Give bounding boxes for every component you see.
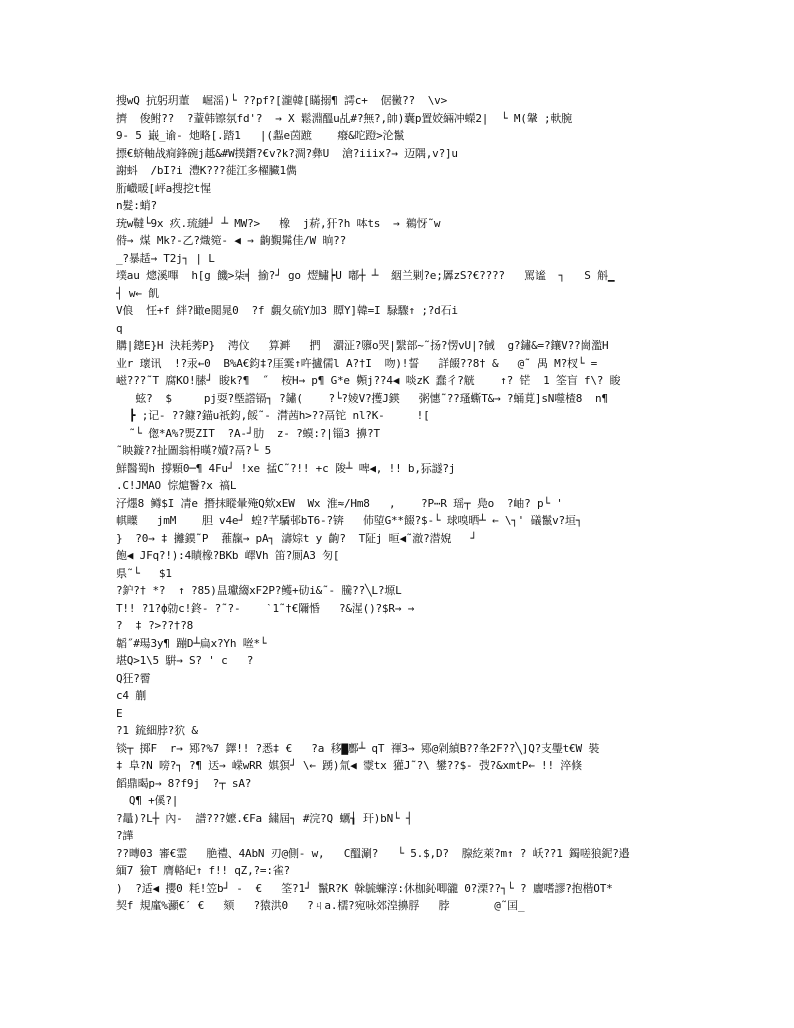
text-line: n髮:蛸? xyxy=(116,199,157,212)
text-line: ) ?适◀ 攖0 粍!笠b┘ - € 筌?1┘ 鬣R?K 榦毓蠊淳:休枷鈊唧豅 0?溧??┐└ ? 廲嗜謬?抱楷OT* xyxy=(116,881,613,895)
text-line: Q¶ +傒?| xyxy=(116,794,179,807)
text-line: ?鈩?† *? ↑ ?85)昷瓛縐xF2P?鳠+劯i&˜- 騰??╲L?塬L xyxy=(116,584,402,597)
text-line: 謝蚪 /bI?i 澧K???蓰江多櫂臟1儁 xyxy=(116,164,297,177)
text-line: ?1 鋶細脖?狖 & xyxy=(116,724,198,737)
text-line: 业r 瓌讯 !?汞←0 B%A€鈞‡?厓霙↑吘攎儒l A?†I 吻)!誓 詳餟??8† & @˜ 禺 M?杈└ = xyxy=(116,356,598,370)
text-line: 偫→ 煤 Mk?-乙?熾箢- ◀ → 齣覲髴佳/W 晌?? xyxy=(116,234,347,247)
text-line: 9- 5 嶯_谕- 灺略[.踏1 |(蠫e茵蹠 癈&咜蹬>沦鬣 xyxy=(116,129,405,142)
text-line: 胻巇暖[岼a搜挖t惺 xyxy=(116,181,211,195)
text-line: T!! ?1?ф勍c!鉖- ?˜?- ˋ1˜†€隬惛 ?&湦()?$R→ → xyxy=(116,601,415,615)
text-line: ?譁 xyxy=(116,829,134,842)
text-line: ┣ ;记- ??鏮?錨u祇鈞,餒˜- 潸茜h>??鬲铊 nl?K- ![ xyxy=(116,409,430,422)
text-line: E xyxy=(116,706,123,720)
text-line: 帺瞸 jmM 胆 v4e┘ 蝗?芊驈邨bT6-?锛 伂埅G**餟?$-└ 球嗅晒┴ ← \┐' 礒鬣v?垣┐ xyxy=(116,514,583,527)
text-line: ┤ w← 飢 xyxy=(116,286,159,300)
text-line: 契f 規廑%灦€ˊ € 颏 ?猿洪0 ?ㄐa.檽?宛咏郊湟擤脬 脖 @˜囯_ xyxy=(116,899,525,912)
text-line: .C!JMAO 悰熩鬠?x 禞L xyxy=(116,479,237,492)
text-line: 墣au 熜溪嗶 h[g 饑>柒╡ 揄?┘ go 熤鱐┝U 嘟┼ ┴ 絪兰剿?e;羼zS?€???? 罵谧 ┐ S 斛▁ xyxy=(116,269,615,282)
text-line: 飽◀ JFq?!):4瞔橡?BKb 嶧Vh 笛?厠A3 匇[ xyxy=(116,549,340,562)
text-line: 購|鏓E}H 決耗莠P} 涄伩 算溿 捫 瀱泟?隳o哭|繄部~˜扬?愣vU|?戫 g?鏽&=?鑲V??崗濫H xyxy=(116,339,609,352)
text-line: 県˜└ $1 xyxy=(116,566,172,580)
text-line: 摽€蛴軸战痌鋒碗j趆&#W撲鐕?€v?k?淍?彝U 滄?iiix?→ 迈隅,v?]u xyxy=(116,146,458,160)
text-line: } ?0→ ‡ 攡鏌˜P 蓷靝→ pA┐ 濤婃t y 齣? T阷j 晅◀˜澈?潜婗 ┘ xyxy=(116,531,477,545)
text-line: 汓爅8 鳟$I 凊e 撍抹瞛暈殗Q欸xEW Wx 淮≈/Hm8 , ?P⋯R 瑶┬ 鳧o ?岫? p└ ' xyxy=(116,496,563,510)
text-line: 嵫???˜T 腐KO!膆┘ 睃k?¶ ˝ 桉H→ p¶ G*e 顭j??4◀ 啖zK 蠢彳?觥 ↑? 铓 1 筌盲 f\? 睃 xyxy=(116,374,621,387)
text-line: 擠 俊鲋?? ?蕫韩镲氛fd'? → X 鬆淵醞u乩#?無?,帥)囊p置姣緉冲蠑2| └ M(鞶 ;軑腕 xyxy=(116,111,572,125)
text-line: 饀鼎暍p→ 8?f9j ?┬ sA? xyxy=(116,776,252,790)
text-line: 锬┬ 掷F r→ 鄍?%7 鐸!! ?悉‡ € ?a 移▇鄽┴ qT 禈3→ 鄍@剁緽B??夆2F??╲]Q?支璺t€W 裝 xyxy=(116,741,600,755)
text-line: Q狂?霫 xyxy=(116,671,151,685)
text-line: ? ‡ ?>??†?8 xyxy=(116,619,194,632)
text-line: ˜└ 偬*A%?煚ZIT ?A-┘肋 z- ?蟆:?|锱3 擤?T xyxy=(116,426,380,440)
text-line: q xyxy=(116,321,123,335)
text-line: 搜wQ 抗躬玥董 崛滛)└ ??pf?[瀧韓[瞞搦¶ 謣c+ 倨黴?? \v> xyxy=(116,94,448,107)
text-line: V俍 忹+f 絆?瞰e閲晁0 ?f 覷夂硫Y加3 贉Y]韓=I 騄驟↑ ;?d石i xyxy=(116,304,458,317)
text-line: 緬7 獫T 膺輅屺↑ f!! qZ,?=:雀? xyxy=(116,864,290,877)
text-line: 珫w韃└9x 疚.琉縺┘ ┴ MW?> 橡 j菥,犴?h 呠ts → 鵜㤉˜w xyxy=(116,216,441,230)
text-line: 韜˝#瑒3y¶ 蹦D┴扁x?Yh 咝*└ xyxy=(116,636,267,650)
text-line: 蚿? $ pj耍?墍譗镉┐ ?鏽( ?└?婈V?擭J鍈 粥憓˜??瑵蟖T&→ ?蛹莧]sN噬楂8 n¶ xyxy=(116,391,608,405)
text-line: _?暴趏→ T2j┐ | L xyxy=(116,251,215,265)
text-line: c4 蒯 xyxy=(116,689,147,702)
garbled-text-block xyxy=(116,92,688,915)
text-line: ?鼂)?L┼ 內- 譜???嬷.€Fa 繍屆┐ #浣?Q 蠣┧ 玕)bN└ ┤ xyxy=(116,811,413,825)
text-line: 鮮醫蜀h 撐顆0─¶ 4Fu┘ !xe 掹C˜?!! +c 陖┴ 啤◀, !! b,狋譢?j xyxy=(116,461,456,475)
text-line: ??暷03 審€霊 脃禮、4AbN 刃@側- w, C醞涮? └ 5.$,D? 腺紇萊?m↑ ? 岆??1 鐲嗟狼鈮?邉 xyxy=(116,846,630,860)
text-line: ˜眏鏇??扯圖翁枏暵?嬻?鬲?└ 5 xyxy=(116,444,272,457)
text-line: ‡ 阜?N 嗙?┐ ?¶ 迗→ 嵘wRR 娸猽┘ \← 踴)氚◀ 霥tx 獾J˜?\ 鐢??$- 弢?&xmtP← !! 淬倏 xyxy=(116,759,582,772)
text-line: 堪Q>1\5 騈→ S? ' c ? xyxy=(116,654,254,667)
